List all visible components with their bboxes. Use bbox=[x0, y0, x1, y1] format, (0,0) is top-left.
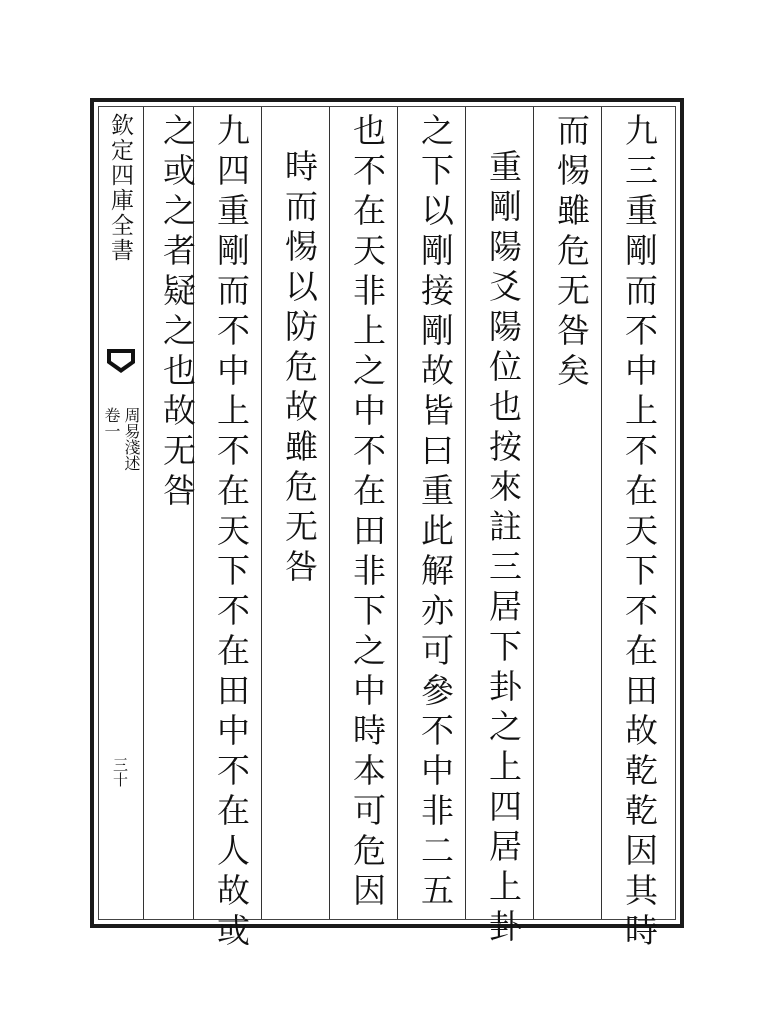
spine-title: 欽定四庫全書 bbox=[107, 113, 133, 263]
spine-book-name: 周易淺述 bbox=[122, 407, 141, 471]
text-column-6: 時而惕以防危故雖危无咎 bbox=[280, 149, 319, 589]
text-column-7: 九四重剛而不中上不在天下不在田中不在人故或 bbox=[212, 113, 251, 953]
column-rule bbox=[601, 107, 602, 919]
column-rule bbox=[397, 107, 398, 919]
text-column-4: 之下以剛接剛故皆曰重此解亦可參不中非二五 bbox=[416, 113, 455, 913]
text-column-3: 重剛陽爻陽位也按來註三居下卦之上四居上卦 bbox=[484, 149, 523, 949]
page-frame bbox=[90, 98, 684, 953]
text-column-5: 也不在天非上之中不在田非下之中時本可危因 bbox=[348, 113, 387, 913]
column-rule bbox=[261, 107, 262, 919]
fish-tail-mark bbox=[105, 345, 137, 375]
folio-number: 三十 bbox=[111, 757, 129, 787]
column-rule bbox=[533, 107, 534, 919]
column-rule bbox=[465, 107, 466, 919]
spine-juan: 卷一 bbox=[102, 407, 121, 439]
text-column-2: 而惕雖危无咎矣 bbox=[552, 113, 591, 393]
text-column-1: 九三重剛而不中上不在天下不在田故乾乾因其時 bbox=[620, 113, 659, 953]
inner-frame bbox=[98, 106, 676, 953]
text-column-8: 之或之者疑之也故无咎 bbox=[158, 113, 197, 513]
column-rule bbox=[329, 107, 330, 919]
spine-book-title bbox=[101, 407, 141, 471]
column-rule bbox=[143, 107, 144, 919]
